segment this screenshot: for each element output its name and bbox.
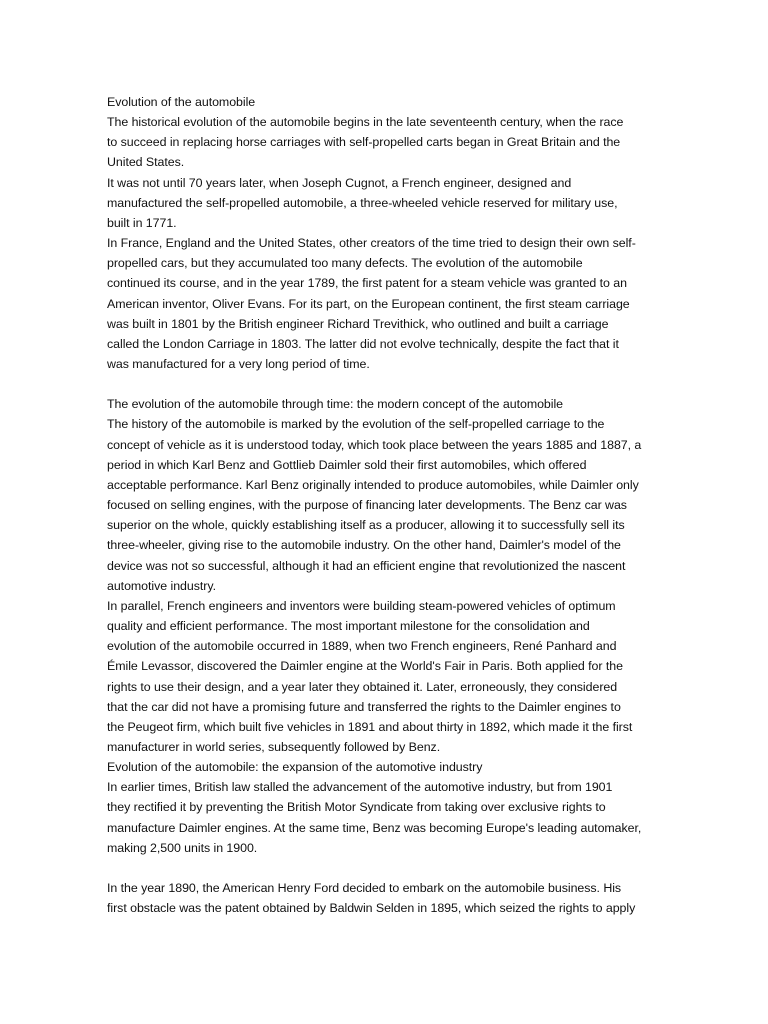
- text-line: propelled cars, but they accumulated too many defects. The evolution of the automobile: [107, 256, 583, 271]
- text-line: Evolution of the automobile: the expansion of the automotive industry: [107, 760, 483, 775]
- paragraph: [107, 414, 667, 595]
- text-line: Evolution of the automobile: [107, 95, 256, 109]
- paragraph: [107, 173, 667, 233]
- text-line: that the car did not have a promising future and transferred the rights to the Daimler engines to: [107, 699, 621, 714]
- text-line: three-wheeler, giving rise to the automobile industry. On the other hand, Daimler's model of the: [107, 538, 621, 553]
- text-line: In parallel, French engineers and inventors were building steam-powered vehicles of optimum: [107, 598, 616, 613]
- paragraph-gap: [107, 374, 667, 394]
- text-line: quality and efficient performance. The most important milestone for the consolidation and: [107, 619, 590, 634]
- text-line: period in which Karl Benz and Gottlieb Daimler sold their first automobiles, which offered: [107, 457, 587, 472]
- text-line: manufacture Daimler engines. At the same time, Benz was becoming Europe's leading automaker,: [107, 820, 642, 835]
- text-line: making 2,500 units in 1900.: [107, 840, 258, 855]
- text-line: The evolution of the automobile through time: the modern concept of the automobile: [107, 397, 564, 412]
- paragraph-gap: [107, 858, 667, 878]
- section-heading: [107, 394, 667, 414]
- text-line: was manufactured for a very long period of time.: [107, 357, 370, 372]
- document-body: [107, 92, 667, 918]
- section-heading: [107, 757, 667, 777]
- text-line: continued its course, and in the year 1789, the first patent for a steam vehicle was granted to an: [107, 276, 627, 291]
- text-line: they rectified it by preventing the British Motor Syndicate from taking over exclusive rights to: [107, 800, 606, 815]
- text-line: first obstacle was the patent obtained by Baldwin Selden in 1895, which seized the rights to apply: [107, 901, 636, 916]
- text-line: called the London Carriage in 1803. The latter did not evolve technically, despite the fact that it: [107, 336, 619, 351]
- text-line: acceptable performance. Karl Benz originally intended to produce automobiles, while Daimler only: [107, 477, 639, 492]
- paragraph: [107, 233, 667, 374]
- text-line: was built in 1801 by the British engineer Richard Trevithick, who outlined and built a carriage: [107, 316, 609, 331]
- section-heading: [107, 92, 667, 112]
- paragraph: [107, 112, 667, 172]
- text-line: rights to use their design, and a year later they obtained it. Later, erroneously, they considered: [107, 679, 618, 694]
- text-line: The historical evolution of the automobile begins in the late seventeenth century, when the race: [107, 115, 624, 130]
- text-line: built in 1771.: [107, 215, 177, 230]
- paragraph: [107, 596, 667, 757]
- text-line: It was not until 70 years later, when Joseph Cugnot, a French engineer, designed and: [107, 175, 572, 190]
- paragraph: [107, 777, 667, 858]
- text-line: the Peugeot firm, which built five vehicles in 1891 and about thirty in 1892, which made it the first: [107, 719, 633, 734]
- paragraph: [107, 878, 667, 918]
- text-line: manufactured the self-propelled automobile, a three-wheeled vehicle reserved for military use,: [107, 195, 618, 210]
- text-line: American inventor, Oliver Evans. For its part, on the European continent, the first steam carriage: [107, 296, 630, 311]
- text-line: to succeed in replacing horse carriages with self-propelled carts began in Great Britain and the: [107, 135, 621, 150]
- text-line: In earlier times, British law stalled the advancement of the automotive industry, but from 1901: [107, 780, 613, 795]
- text-line: The history of the automobile is marked by the evolution of the self-propelled carriage to the: [107, 417, 605, 432]
- text-line: automotive industry.: [107, 578, 216, 593]
- text-line: evolution of the automobile occurred in 1889, when two French engineers, René Panhard and: [107, 639, 617, 654]
- text-line: manufacturer in world series, subsequently followed by Benz.: [107, 739, 441, 754]
- text-line: In France, England and the United States, other creators of the time tried to design their own self-: [107, 236, 636, 251]
- text-line: focused on selling engines, with the purpose of financing later developments. The Benz car was: [107, 498, 627, 513]
- text-line: United States.: [107, 155, 185, 170]
- text-line: device was not so successful, although it had an efficient engine that revolutionized the nascent: [107, 558, 626, 573]
- text-line: concept of vehicle as it is understood today, which took place between the years 1885 and 1887, a: [107, 437, 642, 452]
- text-line: Émile Levassor, discovered the Daimler engine at the World's Fair in Paris. Both applied for the: [107, 659, 623, 674]
- text-line: superior on the whole, quickly establishing itself as a producer, allowing it to successfully sell its: [107, 518, 625, 533]
- text-line: In the year 1890, the American Henry Ford decided to embark on the automobile business. His: [107, 881, 622, 896]
